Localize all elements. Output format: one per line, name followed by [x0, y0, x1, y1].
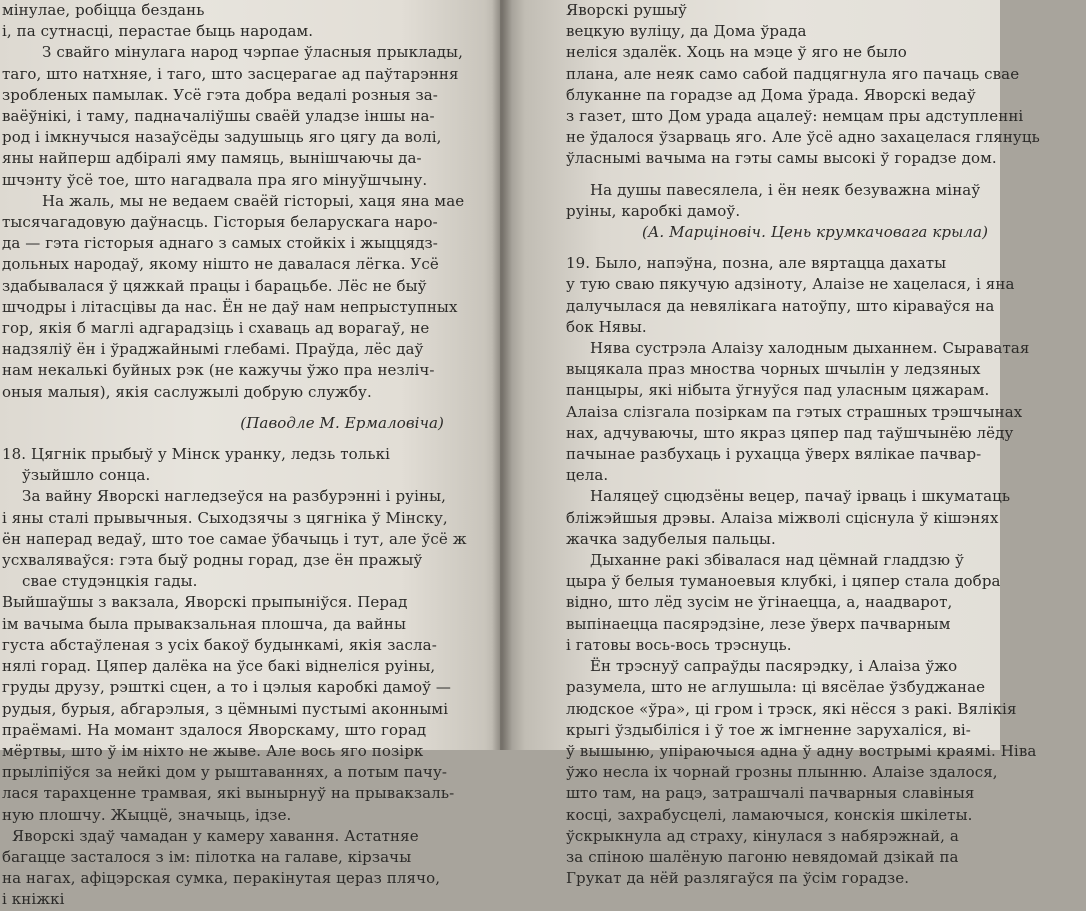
left-page-text-line: мёртвы, што ў ім ніхто не жыве. Але вось ягo позірк: [2, 741, 424, 760]
left-page-text-line: здабывалася ў цяжкай працы і барацьбе. Лёс не быў: [2, 276, 427, 295]
left-text-column: [2, 0, 488, 911]
left-page-text-line: мінулае, робіцца бездань: [2, 1, 205, 19]
right-page-text-line: за спіною шалёную пагоню невядомай дзікай па: [566, 847, 959, 866]
right-page-text-line: выцякала праз мноства чорных шчылін у ледзяных: [566, 360, 981, 379]
right-page-text-line: 19. Было, напэўна, позна, але вяртацца дахаты: [566, 254, 947, 273]
left-page-text-line: ную плошчу. Жыццё, значыць, ідзе.: [2, 805, 292, 824]
right-page-text-line: плана, але неяк само сабой падцягнула яго пачаць свае: [566, 64, 1020, 83]
right-page-text-line: пачынае разбухаць і рухацца ўверх вялікае пачвар-: [566, 445, 982, 464]
right-page-text-line: што там, на рацэ, затрашчалі пачварныя славіныя: [566, 784, 975, 803]
paragraph-gap: [2, 403, 488, 413]
paragraph-gap: [566, 170, 1086, 180]
left-page-text-line: На жаль, мы не ведаем сваёй гісторыі, хаця яна мае: [42, 191, 465, 210]
left-page-text-line: свае студэнцкія гады.: [22, 572, 198, 591]
left-page-text-line: нам некалькі буйных рэк (не кажучы ўжо пра незліч-: [2, 361, 435, 380]
left-page-text-line: ён наперад ведаў, што тое самае ўбачыць і тут, але ўсё ж: [2, 529, 467, 548]
left-page-text-line: і кніжкі: [2, 890, 65, 909]
right-page-text-line: жачка задубелыя пальцы.: [566, 529, 776, 548]
left-page-text-line: груды друзу, рэшткі сцен, а то і цэлыя каробкі дамоў —: [2, 678, 451, 697]
right-page-text-line: неліся здалёк. Хоць на мэце ў яго не было: [566, 43, 907, 62]
left-page-text-line: праёмамі. На момант здалося Яворскаму, што горад: [2, 720, 427, 739]
right-page-text-line: і гатовы вось-вось трэснуць.: [566, 635, 792, 654]
left-page-text-line: і яны сталі прывычныя. Сыходзячы з цягніка ў Мінску,: [2, 508, 448, 527]
right-page-text-line: косці, захрабусцелі, ламаючыся, конскія шкілеты.: [566, 805, 973, 824]
left-page-text-line: прыліпіўся за нейкі дом у рыштаваннях, а потым пачу-: [2, 763, 448, 782]
left-page-text-line: шчодры і літасцівы да нас. Ён не даў нам непрыступных: [2, 297, 458, 316]
left-page-text-line: ваёўнікі, і таму, падначаліўшы сваёй уладзе іншы на-: [2, 107, 435, 126]
left-page-text-line: густа абстаўленая з усіх бакоў будынкамі, якія засла-: [2, 635, 437, 654]
right-page-text-line: Алаіза слізгала позіркам па гэтых страшных трэшчынах: [566, 402, 1023, 421]
left-page-text-line: надзяліў ён і ўраджайнымі глебамі. Праўда, лёс даў: [2, 340, 424, 359]
right-page-text-line: Грукат да нёй разлягаўся па ўсім горадзе.: [566, 869, 910, 888]
left-page-text-line: (Паводле М. Ермаловіча): [240, 413, 444, 432]
right-page-text-line: ў вышыню, упіраючыся адна ў адну вострымі краямі. Ніва: [566, 741, 1037, 760]
left-page-text-line: 18. Цягнік прыбыў у Мінск уранку, ледзь толькі: [2, 445, 391, 464]
left-page-text-line: нялі горад. Цяпер далёка на ўсе бакі віднеліся руіны,: [2, 657, 436, 676]
right-page-text-line: не ўдалося ўзарваць яго. Але ўсё адно захацелася глянуць: [566, 128, 1040, 147]
paragraph-gap: [2, 434, 488, 444]
left-page-text-line: оныя малыя), якія саслужылі добрую службу.: [2, 382, 372, 401]
left-page-text-line: лася тарахценне трамвая, які вынырнуў на прывакзаль-: [2, 784, 455, 803]
left-page-text-line: усхваляваўся: гэта быў родны горад, дзе ён пражыў: [2, 551, 423, 570]
paragraph-gap: [566, 243, 1086, 253]
right-page-text-line: у тую сваю пякучую адзіноту, Алаізе не хацелася, і яна: [566, 275, 1015, 294]
right-page-text-line: (А. Марціновіч. Цень крумкачовага крыла): [642, 223, 989, 242]
left-page-text-line: гор, якія б маглі адгарадзіць і схаваць ад ворагаў, не: [2, 319, 430, 338]
left-page-text-line: да — гэта гісторыя аднаго з самых стойкіх і жыццядз-: [2, 234, 438, 253]
left-page-text-line: зробленых памылак. Усё гэта добра ведалі розныя за-: [2, 85, 438, 104]
left-page: [0, 0, 500, 909]
right-page-text-line: выпінаецца пасярэдзіне, лезе ўверх пачварным: [566, 614, 951, 633]
right-page-text-line: ўскрыкнула ад страху, кінулася з набярэжнай, а: [566, 826, 959, 845]
left-page-text-line: ім вачыма была прывакзальная плошча, да вайны: [2, 614, 407, 633]
left-page-text-line: рудыя, бурыя, абгарэлыя, з цёмнымі пустымі аконнымі: [2, 699, 449, 718]
left-page-text-line: З свайго мінулага народ чэрпае ўласныя прыклады,: [42, 43, 463, 62]
right-page-text-line: руіны, каробкі дамоў.: [566, 201, 741, 220]
right-page-text-line: бліжэйшыя дрэвы. Алаіза міжволі сціснула ў кішэнях: [566, 508, 999, 527]
right-page-text-line: цела.: [566, 466, 609, 485]
right-page-text-line: Яворскі рушыў: [566, 1, 687, 19]
right-page-text-line: На душы павесялела, і ён неяк безуважна мінаў: [590, 180, 981, 199]
right-text-column: [566, 0, 1086, 889]
left-page-text-line: і, па сутнасці, перастае быць народам.: [2, 22, 314, 41]
right-page-text-line: ўласнымі вачыма на гэты самы высокі ў горадзе дом.: [566, 149, 997, 168]
right-page-text-line: разумела, што не аглушыла: ці вясёлае ўзбуджанае: [566, 678, 986, 697]
right-page-text-line: цыра ў белыя туманоевыя клубкі, і цяпер стала добра: [566, 572, 1001, 591]
left-page-text-line: на нагах, афіцэрская сумка, перакінутая цераз плячо,: [2, 869, 441, 888]
right-page-text-line: крыгі ўздыбіліся і ў тое ж імгненне зарухаліся, ві-: [566, 720, 971, 739]
left-page-text-line: Яворскі здаў чамадан у камеру хавання. Астатняе: [12, 826, 419, 845]
left-page-text-line: род і імкнучыся назаўсёды задушыць яго цягу да волі,: [2, 128, 442, 147]
left-page-text-line: багацце засталося з ім: пілотка на галаве, кірзачы: [2, 847, 412, 866]
right-page-text-line: панцыры, які нібыта ўгнуўся пад уласным цяжарам.: [566, 381, 990, 400]
left-page-text-line: Выйшаўшы з вакзала, Яворскі прыпыніўся. Перад: [2, 593, 408, 612]
right-page-text-line: Дыханне ракі збівалася над цёмнай гладдзю ў: [590, 551, 964, 570]
right-page-text-line: блуканне па горадзе ад Дома ўрада. Яворскі ведаў: [566, 85, 976, 104]
right-page-text-line: Наляцеў сцюдзёны вецер, пачаў ірваць і шкуматаць: [590, 487, 1011, 506]
left-page-text-line: таго, што натхняе, і таго, што засцерагае ад паўтарэння: [2, 64, 459, 83]
book-gutter: [492, 0, 512, 750]
left-page-text-line: За вайну Яворскі нагледзеўся на разбурэнні і руіны,: [22, 487, 446, 506]
right-page-text-line: людское «ўра», ці гром і трэск, які нёсся з ракі. Вялікія: [566, 699, 1017, 718]
left-page-text-line: тысячагадовую даўнасць. Гісторыя беларускага наро-: [2, 213, 438, 232]
right-page-text-line: Ён трэснуў сапраўды пасярэдку, і Алаіза ўжо: [590, 657, 958, 676]
right-page: [500, 0, 1040, 888]
right-page-text-line: з газет, што Дом урада ацалеў: немцам пры адступленні: [566, 107, 1024, 126]
right-page-text-line: нах, адчуваючы, што якраз цяпер пад таўшчынёю лёду: [566, 423, 1014, 442]
left-page-text-line: шчэнту ўсё тое, што нагадвала пра яго мінуўшчыну.: [2, 170, 428, 189]
right-page-text-line: Нява сустрэла Алаізу халодным дыханнем. Сыраватая: [590, 339, 1030, 358]
right-page-text-line: бок Нявы.: [566, 317, 647, 336]
left-page-text-line: дольных народаў, якому нішто не давалася лёгка. Усё: [2, 255, 439, 274]
left-page-text-line: ўзыйшло сонца.: [22, 466, 151, 485]
right-page-text-line: далучылася да невялікага натоўпу, што кіраваўся на: [566, 296, 995, 315]
left-page-text-line: яны найперш адбіралі яму памяць, вынішчаючы да-: [2, 149, 422, 168]
right-page-text-line: ўжо несла іх чорнай грозны плынню. Алаізе здалося,: [566, 763, 998, 782]
right-page-text-line: відно, што лёд зусім не ўгінаецца, а, наадварот,: [566, 593, 953, 612]
right-page-text-line: вецкую вуліцу, да Дома ўрада: [566, 22, 807, 41]
